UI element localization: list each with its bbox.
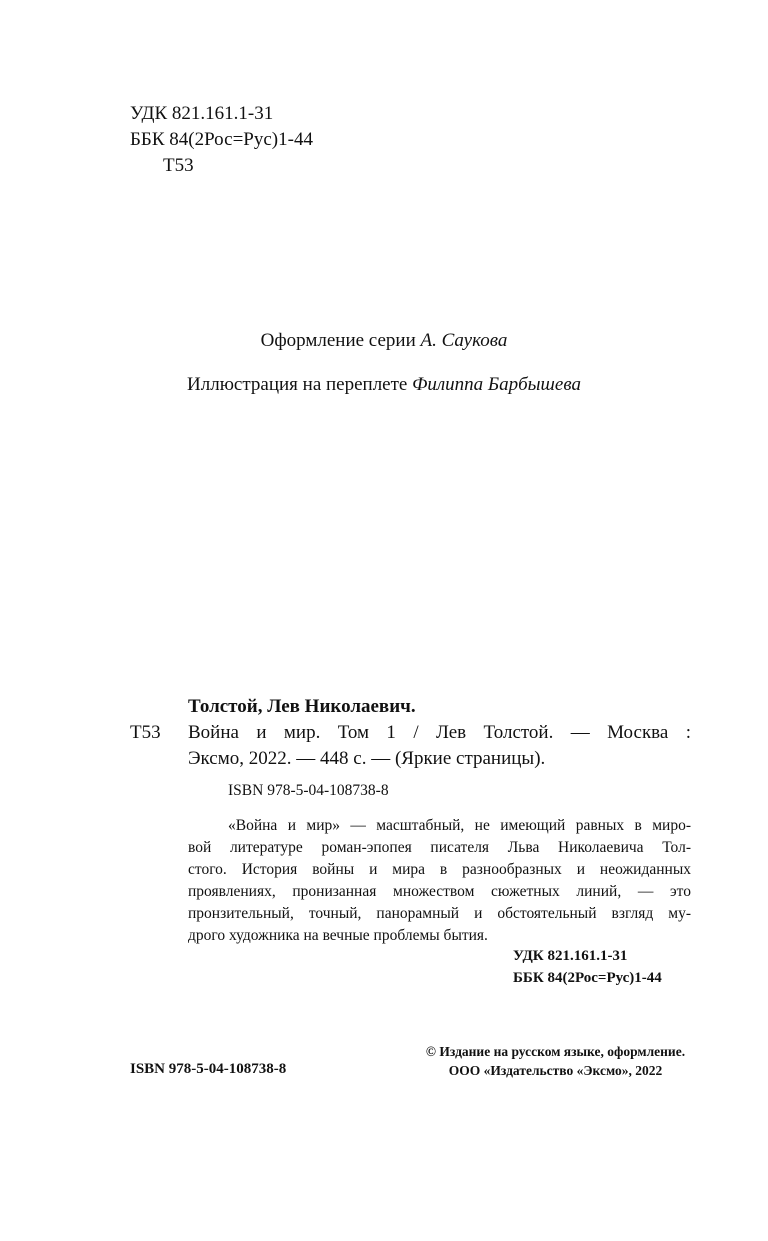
footer-isbn: ISBN 978-5-04-108738-8: [130, 1061, 287, 1077]
author-mark: Т53: [163, 155, 194, 176]
series-design-credit: [0, 330, 768, 352]
annotation-line: пронзительный, точный, панорамный и обстоятельный взгляд му-: [188, 905, 691, 922]
catalog-bbk: ББК 84(2Рос=Рус)1-44: [513, 970, 662, 986]
catalog-author-heading: Толстой, Лев Николаевич.: [188, 696, 416, 717]
annotation-line: стого. История войны и мира в разнообразных и неожиданных: [188, 861, 691, 878]
annotation: [188, 815, 691, 947]
catalog-description-line2: Эксмо, 2022. — 448 с. — (Яркие страницы).: [188, 748, 546, 769]
catalog-author-mark: Т53: [130, 722, 161, 743]
catalog-isbn: ISBN 978-5-04-108738-8: [228, 782, 389, 799]
copyright-line1: © Издание на русском языке, оформление.: [425, 1044, 686, 1059]
udk-code: УДК 821.161.1-31: [130, 103, 274, 124]
catalog-udk: УДК 821.161.1-31: [513, 948, 628, 964]
annotation-line: дрого художника на вечные проблемы бытия.: [188, 927, 488, 944]
series-design-label: Оформление серии: [260, 330, 416, 351]
cover-illustration-label: Иллюстрация на переплете: [187, 374, 408, 395]
bbk-code: ББК 84(2Рос=Рус)1-44: [130, 129, 313, 150]
catalog-description-line1: Война и мир. Том 1 / Лев Толстой. — Москва :: [188, 722, 691, 743]
series-designer-name: А. Саукова: [420, 330, 508, 351]
cover-illustration-credit: [0, 374, 768, 396]
copyright-line2: ООО «Издательство «Эксмо», 2022: [448, 1063, 663, 1078]
annotation-line: проявлениях, пронизанная множеством сюжетных линий, — это: [188, 883, 691, 900]
annotation-line: «Война и мир» — масштабный, не имеющий равных в миро-: [228, 817, 691, 834]
cover-illustrator-name: Филиппа Барбышева: [412, 374, 581, 395]
annotation-line: вой литературе роман-эпопея писателя Льва Николаевича Тол-: [188, 839, 691, 856]
